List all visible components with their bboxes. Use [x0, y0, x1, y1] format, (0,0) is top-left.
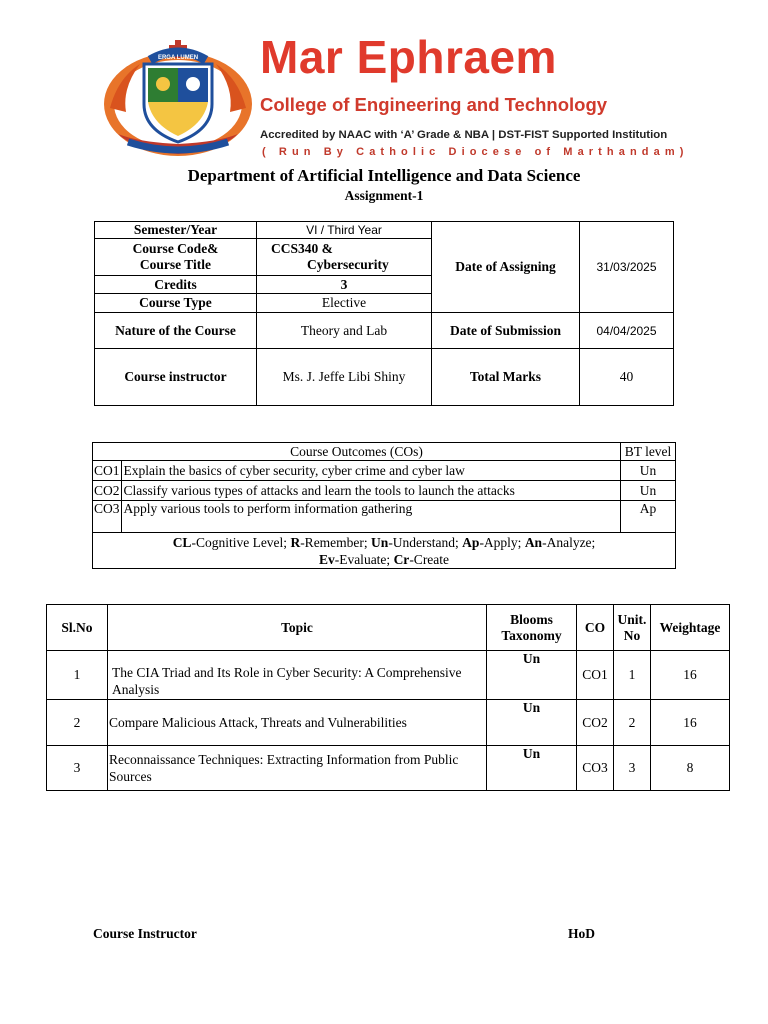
cell-weightage: 16	[651, 700, 730, 746]
co-row	[93, 501, 676, 533]
co-code: CO3	[93, 501, 122, 533]
logo-motto: ERGA LUMEN	[157, 55, 199, 61]
credits-label: Credits	[95, 276, 257, 294]
college-subtitle: College of Engineering and Technology	[260, 94, 608, 115]
co-bt: Un	[621, 461, 676, 481]
nature-label: Nature of the Course	[95, 313, 257, 349]
semester-label: Semester/Year	[95, 222, 257, 239]
cell-weightage: 8	[651, 746, 730, 791]
col-header-weightage: Weightage	[651, 605, 730, 651]
cognitive-legend: CL-Cognitive Level; R-Remember; Un-Understand; Ap-Apply; An-Analyze; Ev-Evaluate; Cr-Create	[93, 533, 676, 569]
course-code-label	[95, 239, 257, 276]
col-header-topic: Topic	[108, 605, 487, 651]
table-row	[47, 651, 730, 700]
course-title-value-line: Cybersecurity	[307, 257, 389, 272]
co-code: CO2	[93, 481, 122, 501]
cell-co: CO2	[577, 700, 614, 746]
course-code-label-line: Course Code&	[132, 241, 219, 256]
college-name: Mar Ephraem	[260, 31, 557, 83]
date-assign-value: 31/03/2025	[580, 222, 674, 313]
date-assign-label: Date of Assigning	[432, 222, 580, 313]
co-header: Course Outcomes (COs)	[93, 443, 621, 461]
cell-unit: 2	[614, 700, 651, 746]
credits-value: 3	[257, 276, 432, 294]
date-submit-value: 04/04/2025	[580, 313, 674, 349]
total-marks-value: 40	[580, 349, 674, 406]
assignment-title: Assignment-1	[344, 188, 424, 203]
topics-table	[46, 604, 730, 791]
co-bt: Ap	[621, 501, 676, 533]
co-row	[93, 461, 676, 481]
instructor-label: Course instructor	[95, 349, 257, 406]
cell-blooms: Un	[487, 700, 577, 746]
co-text: Classify various types of attacks and learn the tools to launch the attacks	[121, 481, 620, 501]
col-header-blooms: Blooms Taxonomy	[487, 605, 577, 651]
nature-value: Theory and Lab	[257, 313, 432, 349]
cell-topic: The CIA Triad and Its Role in Cyber Security: A Comprehensive Analysis	[108, 651, 487, 700]
co-bt: Un	[621, 481, 676, 501]
cell-slno: 3	[47, 746, 108, 791]
instructor-value: Ms. J. Jeffe Libi Shiny	[257, 349, 432, 406]
cell-slno: 2	[47, 700, 108, 746]
cell-unit: 3	[614, 746, 651, 791]
course-title-label-line: Course Title	[139, 257, 212, 272]
course-info-table	[94, 221, 674, 406]
run-by-text: ( Run By Catholic Diocese of Marthandam)	[262, 146, 689, 158]
table-row	[47, 746, 730, 791]
semester-value: VI / Third Year	[257, 222, 432, 239]
cell-unit: 1	[614, 651, 651, 700]
course-code-value-line: CCS340 &	[271, 241, 333, 256]
col-header-unit: Unit. No	[614, 605, 651, 651]
total-marks-label: Total Marks	[432, 349, 580, 406]
date-submit-label: Date of Submission	[432, 313, 580, 349]
bt-header: BT level	[621, 443, 676, 461]
cell-blooms: Un	[487, 651, 577, 700]
accreditation-text: Accredited by NAAC with ‘A’ Grade & NBA | DST-FIST Supported Institution	[260, 129, 668, 141]
col-header-slno: Sl.No	[47, 605, 108, 651]
cell-topic: Reconnaissance Techniques: Extracting Information from Public Sources	[108, 746, 487, 791]
course-code-value	[257, 239, 432, 276]
cell-co: CO3	[577, 746, 614, 791]
college-logo	[98, 38, 258, 162]
col-header-co: CO	[577, 605, 614, 651]
hod-signature: HoD	[568, 926, 595, 941]
co-row	[93, 481, 676, 501]
department-title: Department of Artificial Intelligence and Data Science	[187, 166, 581, 185]
co-text: Explain the basics of cyber security, cyber crime and cyber law	[121, 461, 620, 481]
course-type-label: Course Type	[95, 294, 257, 313]
co-text: Apply various tools to perform information gathering	[121, 501, 620, 533]
co-code: CO1	[93, 461, 122, 481]
cell-topic: Compare Malicious Attack, Threats and Vulnerabilities	[108, 700, 487, 746]
cell-slno: 1	[47, 651, 108, 700]
course-instructor-signature: Course Instructor	[93, 926, 197, 941]
cell-weightage: 16	[651, 651, 730, 700]
course-type-value: Elective	[257, 294, 432, 313]
cell-blooms: Un	[487, 746, 577, 791]
cell-co: CO1	[577, 651, 614, 700]
course-outcomes-table	[92, 442, 676, 569]
table-row	[47, 700, 730, 746]
